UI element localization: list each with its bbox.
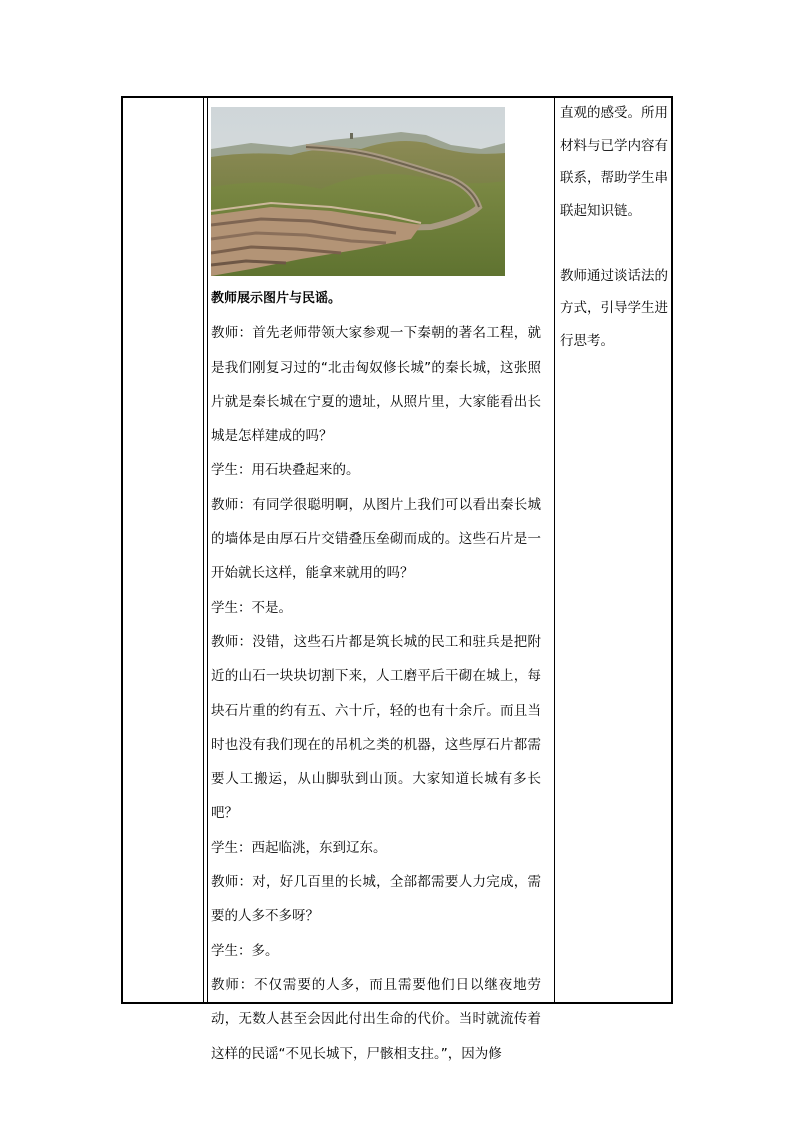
column-divider bbox=[554, 98, 555, 1002]
dialogue-paragraph: 教师：有同学很聪明啊，从图片上我们可以看出秦长城的墙体是由厚石片交错叠压垒砌而成的。这些石片是一开始就长这样，能拿来就用的吗？ bbox=[211, 496, 541, 582]
design-intent-column bbox=[560, 97, 668, 357]
great-wall-photo bbox=[211, 107, 505, 276]
dialogue-paragraph: 学生：多。 bbox=[211, 942, 279, 959]
dialogue-paragraph: 教师：首先老师带领大家参观一下秦朝的著名工程，就是我们刚复习过的“北击匈奴修长城”的秦长城，这张照片就是秦长城在宁夏的遗址，从照片里，大家能看出长城是怎样建成的吗？ bbox=[211, 325, 541, 445]
column-divider bbox=[203, 98, 204, 1002]
dialogue-paragraph: 教师：对，好几百里的长城，全部都需要人力完成，需要的人多不多呀？ bbox=[211, 874, 541, 925]
activity-heading: 教师展示图片与民谣。 bbox=[211, 291, 342, 306]
design-note: 直观的感受。所用材料与已学内容有联系，帮助学生串联起知识链。 bbox=[560, 105, 668, 219]
dialogue-paragraph: 教师：不仅需要的人多，而且需要他们日以继夜地劳动，无数人甚至会因此付出生命的代价。当时就流传着这样的民谣“不见长城下，尸骸相支拄。”，因为修 bbox=[211, 976, 541, 1062]
dialogue-paragraph: 学生：不是。 bbox=[211, 599, 292, 616]
dialogue-paragraph: 学生：西起临洮，东到辽东。 bbox=[211, 839, 387, 856]
dialogue-paragraph: 学生：用石块叠起来的。 bbox=[211, 462, 360, 479]
design-note: 教师通过谈话法的方式，引导学生进行思考。 bbox=[560, 267, 668, 349]
lesson-process-column bbox=[211, 282, 541, 1071]
dialogue-paragraph: 教师：没错，这些石片都是筑长城的民工和驻兵是把附近的山石一块块切割下来，人工磨平后干砌在城上，每块石片重的约有五、六十斤，轻的也有十余斤。而且当时也没有我们现在的吊机之类的机器，这些厚石片都需要人工搬运，从山脚驮到山顶。大家知道长城有多长吧？ bbox=[211, 633, 541, 822]
column-divider bbox=[207, 98, 208, 1002]
